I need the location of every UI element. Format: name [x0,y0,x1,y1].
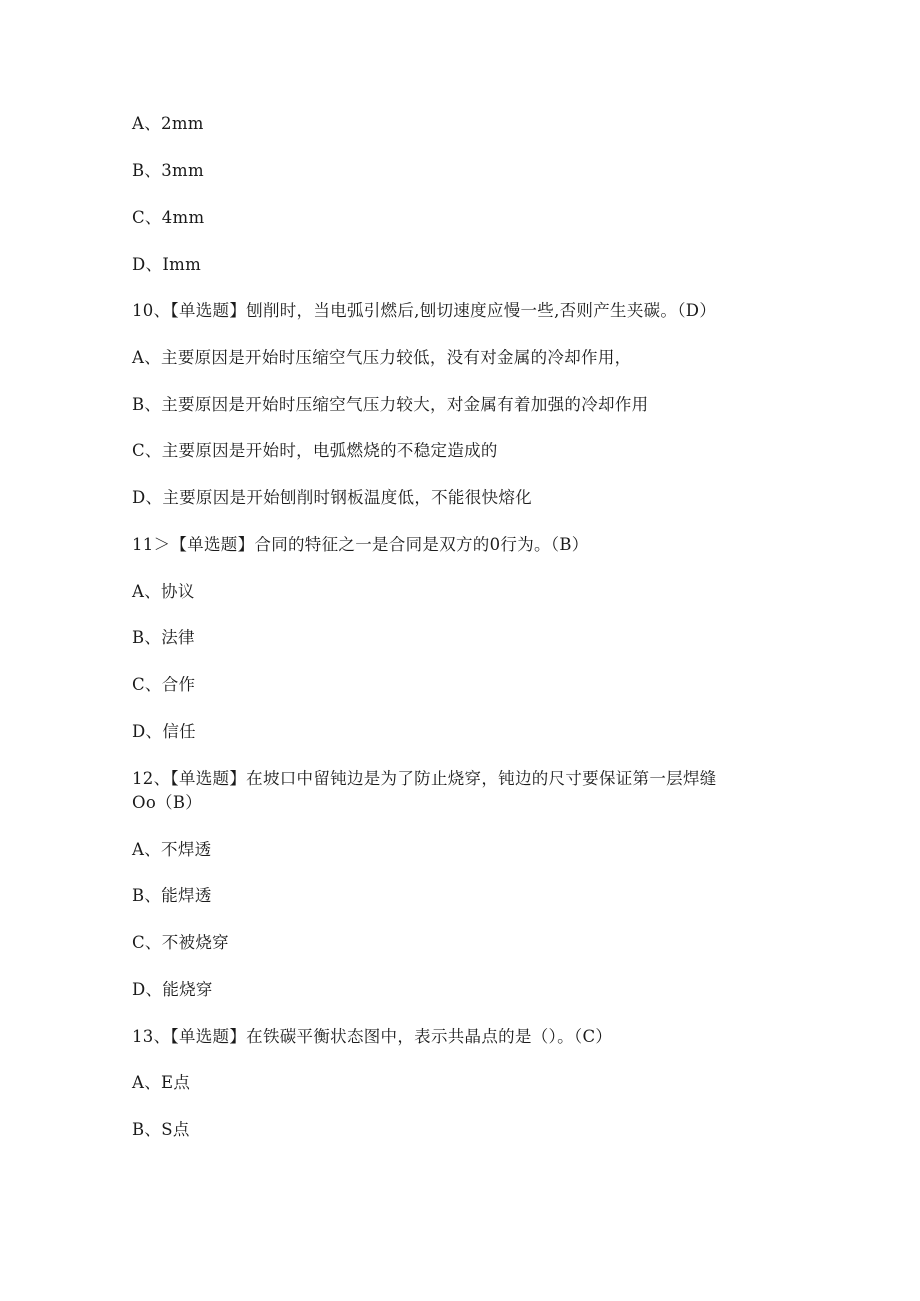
option-a-q11: A、协议 [132,582,195,601]
question-11: 11＞【单选题】合同的特征之一是合同是双方的0行为。（B） [132,535,589,554]
option-b-q9: B、3mm [132,161,204,180]
option-a-q13: A、E点 [132,1073,191,1092]
question-12-continued: Oo（B） [132,793,203,812]
option-a-q9: A、2mm [132,114,204,133]
option-c-q9: C、4mm [132,208,205,227]
option-c-q11: C、合作 [132,675,196,694]
question-12: 12、【单选题】在坡口中留钝边是为了防止烧穿，钝边的尺寸要保证第一层焊缝 [132,769,717,788]
option-b-q13: B、S点 [132,1120,190,1139]
option-d-q11: D、信任 [132,722,196,741]
option-b-q11: B、法律 [132,628,195,647]
question-13: 13、【单选题】在铁碳平衡状态图中，表示共晶点的是（）。（C） [132,1027,613,1046]
option-b-q12: B、能焊透 [132,886,212,905]
option-d-q12: D、能烧穿 [132,980,213,999]
option-c-q12: C、不被烧穿 [132,933,229,952]
option-d-q9: D、Imm [132,255,202,274]
option-b-q10: B、主要原因是开始时压缩空气压力较大，对金属有着加强的冷却作用 [132,395,649,414]
option-c-q10: C、主要原因是开始时，电弧燃烧的不稳定造成的 [132,441,498,460]
option-a-q12: A、不焊透 [132,840,212,859]
question-10: 10、【单选题】刨削时，当电弧引燃后,刨切速度应慢一些,否则产生夹碳。（D） [132,301,717,320]
option-a-q10: A、主要原因是开始时压缩空气压力较低，没有对金属的冷却作用， [132,348,632,367]
option-d-q10: D、主要原因是开始刨削时钢板温度低，不能很快熔化 [132,488,532,507]
